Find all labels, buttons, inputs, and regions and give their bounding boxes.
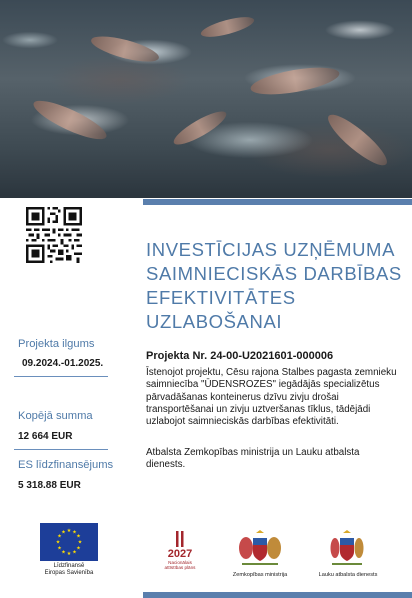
duration-label: Projekta ilgums — [18, 338, 95, 350]
svg-text:★: ★ — [61, 549, 66, 556]
divider — [14, 376, 108, 377]
title-line: INVESTĪCIJAS UZŅĒMUMA — [146, 239, 396, 260]
eu-cofinance-label: ES līdzfinansējums — [18, 459, 114, 471]
eu-caption-line: Eiropas Savienība — [44, 570, 94, 576]
nap-caption — [160, 560, 200, 570]
total-amount-value: 12 664 EUR — [18, 431, 73, 442]
coat-of-arms-icon — [236, 530, 284, 568]
svg-text:★: ★ — [77, 539, 83, 546]
eu-caption-line: Līdzfinansē — [53, 563, 85, 569]
support-statement: Atbalsta Zemkopības ministrija un Lauku atbalsta dienests. — [146, 447, 360, 471]
nap-caption-line: attīstības plāns — [164, 565, 196, 571]
svg-text:★: ★ — [76, 545, 81, 552]
title-line: UZLABOŠANAI — [146, 311, 283, 332]
lad-caption: Lauku atbalsta dienests — [318, 572, 378, 578]
svg-text:★: ★ — [72, 549, 77, 556]
duration-value: 09.2024.-01.2025. — [22, 358, 104, 369]
title-line: SAIMNIECISKĀS DARBĪBAS — [146, 263, 402, 284]
eu-cofinance-value: 5 318.88 EUR — [18, 480, 81, 491]
nap-caption-line: Nacionālais — [168, 560, 192, 565]
svg-text:★: ★ — [72, 529, 77, 536]
page-title — [146, 238, 406, 334]
project-description: Īstenojot projektu, Cēsu rajona Stalbes pagasta zemnieku saimniecība "ŪDENSROZES" iegādājās specializētus pārvadāšanas konteinerus dzīvu zivju drošai transportēšanai un zivju uztveršanas tīklus, tādējādi uzlabojot saimnieciskās darbības efektivitāti. — [146, 367, 397, 428]
divider — [14, 449, 108, 450]
accent-bar-bottom — [143, 592, 412, 598]
svg-text:★: ★ — [66, 551, 72, 557]
svg-text:★: ★ — [76, 533, 81, 540]
eu-flag-logo — [40, 523, 98, 561]
nap-year: 2027 — [167, 548, 193, 557]
svg-text:★: ★ — [57, 533, 62, 540]
accent-bar-top — [143, 199, 412, 205]
nap-pillars-icon — [162, 531, 198, 557]
qr-code[interactable] — [26, 207, 82, 263]
hero-photo-fish — [0, 0, 412, 198]
total-amount-label: Kopējā summa — [18, 410, 93, 422]
project-number: Projekta Nr. 24-00-U2021601-000006 — [146, 350, 334, 362]
svg-text:★: ★ — [57, 545, 62, 552]
svg-text:★: ★ — [61, 529, 66, 536]
lad-coat-of-arms-icon — [330, 530, 364, 568]
svg-text:★: ★ — [55, 539, 61, 546]
eu-stars-icon — [40, 523, 98, 561]
ministry-caption: Zemkopības ministrija — [232, 572, 288, 578]
title-line: EFEKTIVITĀTES — [146, 287, 296, 308]
svg-text:★: ★ — [66, 528, 72, 534]
eu-caption — [34, 563, 104, 577]
